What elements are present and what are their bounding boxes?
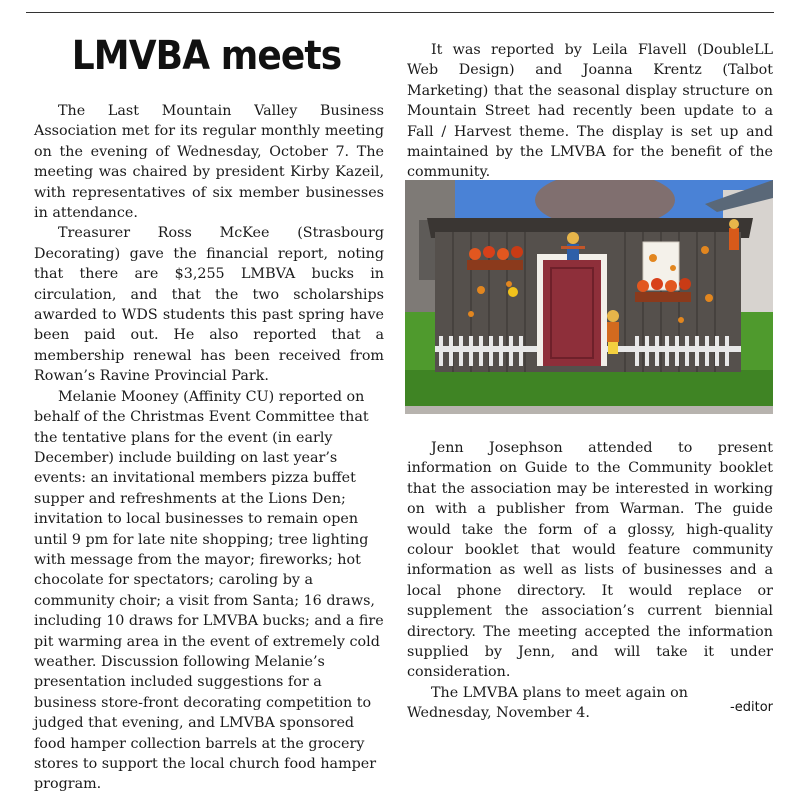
- paragraph-next-meeting: The LMVBA plans to meet again on Wednesday, November 4.: [407, 684, 688, 722]
- signoff: -editor: [730, 700, 773, 715]
- sunflower: [508, 287, 518, 297]
- scarecrow-right: [729, 219, 739, 250]
- paragraph-community-guide: Jenn Josephson attended to present information on Guide to the Community booklet that the association may be interested in working on with a publisher from Warman. The guide would take the form of a glossy, high-quality colour booklet that would feature community information as well as lists of businesses and a local phone directory. It would replace or supplement the association’s current biennial directory. The meeting accepted the information supplied by Jenn, and will take it under consideration.: [407, 440, 773, 681]
- top-rule: [26, 12, 774, 13]
- right-column-top: [407, 40, 773, 183]
- headline: LMVBA meets: [71, 33, 342, 79]
- scarecrow-bottom: [607, 310, 619, 354]
- left-column: [34, 101, 384, 795]
- sidewalk: [405, 406, 773, 414]
- paragraph-treasurer: Treasurer Ross McKee (Strasbourg Decorating) gave the financial report, noting that there are $3,255 LMBVA bucks in circulation, and that the two scholarships awarded to WDS students this past spring have been paid out. He also reported that a membership renewal has been received from Rowan’s Ravine Provincial Park.: [34, 225, 384, 385]
- paragraph-christmas-event: Melanie Mooney (Affinity CU) reported on behalf of the Christmas Event Committee that the tentative plans for the event (in early December) include building on last year’s events: an invitational members pizza buffet supper and refreshments at the Lions Den; invitation to local businesses to remain open until 9 pm for late nite shopping; tree lighting with message from the mayor; fireworks; hot chocolate for spectators; caroling by a community choir; a visit from Santa; 16 draws, including 10 draws for LMVBA bucks; and a fire pit warming area in the event of extremely cold weather. Discussion following Melanie’s presentation included suggestions for a business store-front decorating competition to judged that evening, and LMVBA sponsored food hamper collection barrels at the grocery stores to support the local church food hamper program.: [34, 388, 384, 793]
- right-column-bottom: [407, 438, 773, 724]
- paragraph-meeting: The Last Mountain Valley Business Association met for its regular monthly meeting on the evening of Wednesday, October 7. The meeting was chaired by president Kirby Kazeil, with representatives of six member businesses in attendance.: [34, 103, 384, 222]
- paragraph-display: It was reported by Leila Flavell (DoubleLL Web Design) and Joanna Krentz (Talbot Marketing) that the seasonal display structure on Mountain Street had recently been update to a Fall / Harvest theme. The display is set up and maintained by the LMVBA for the benefit of the community.: [407, 42, 773, 181]
- harvest-display-photo: [405, 180, 773, 414]
